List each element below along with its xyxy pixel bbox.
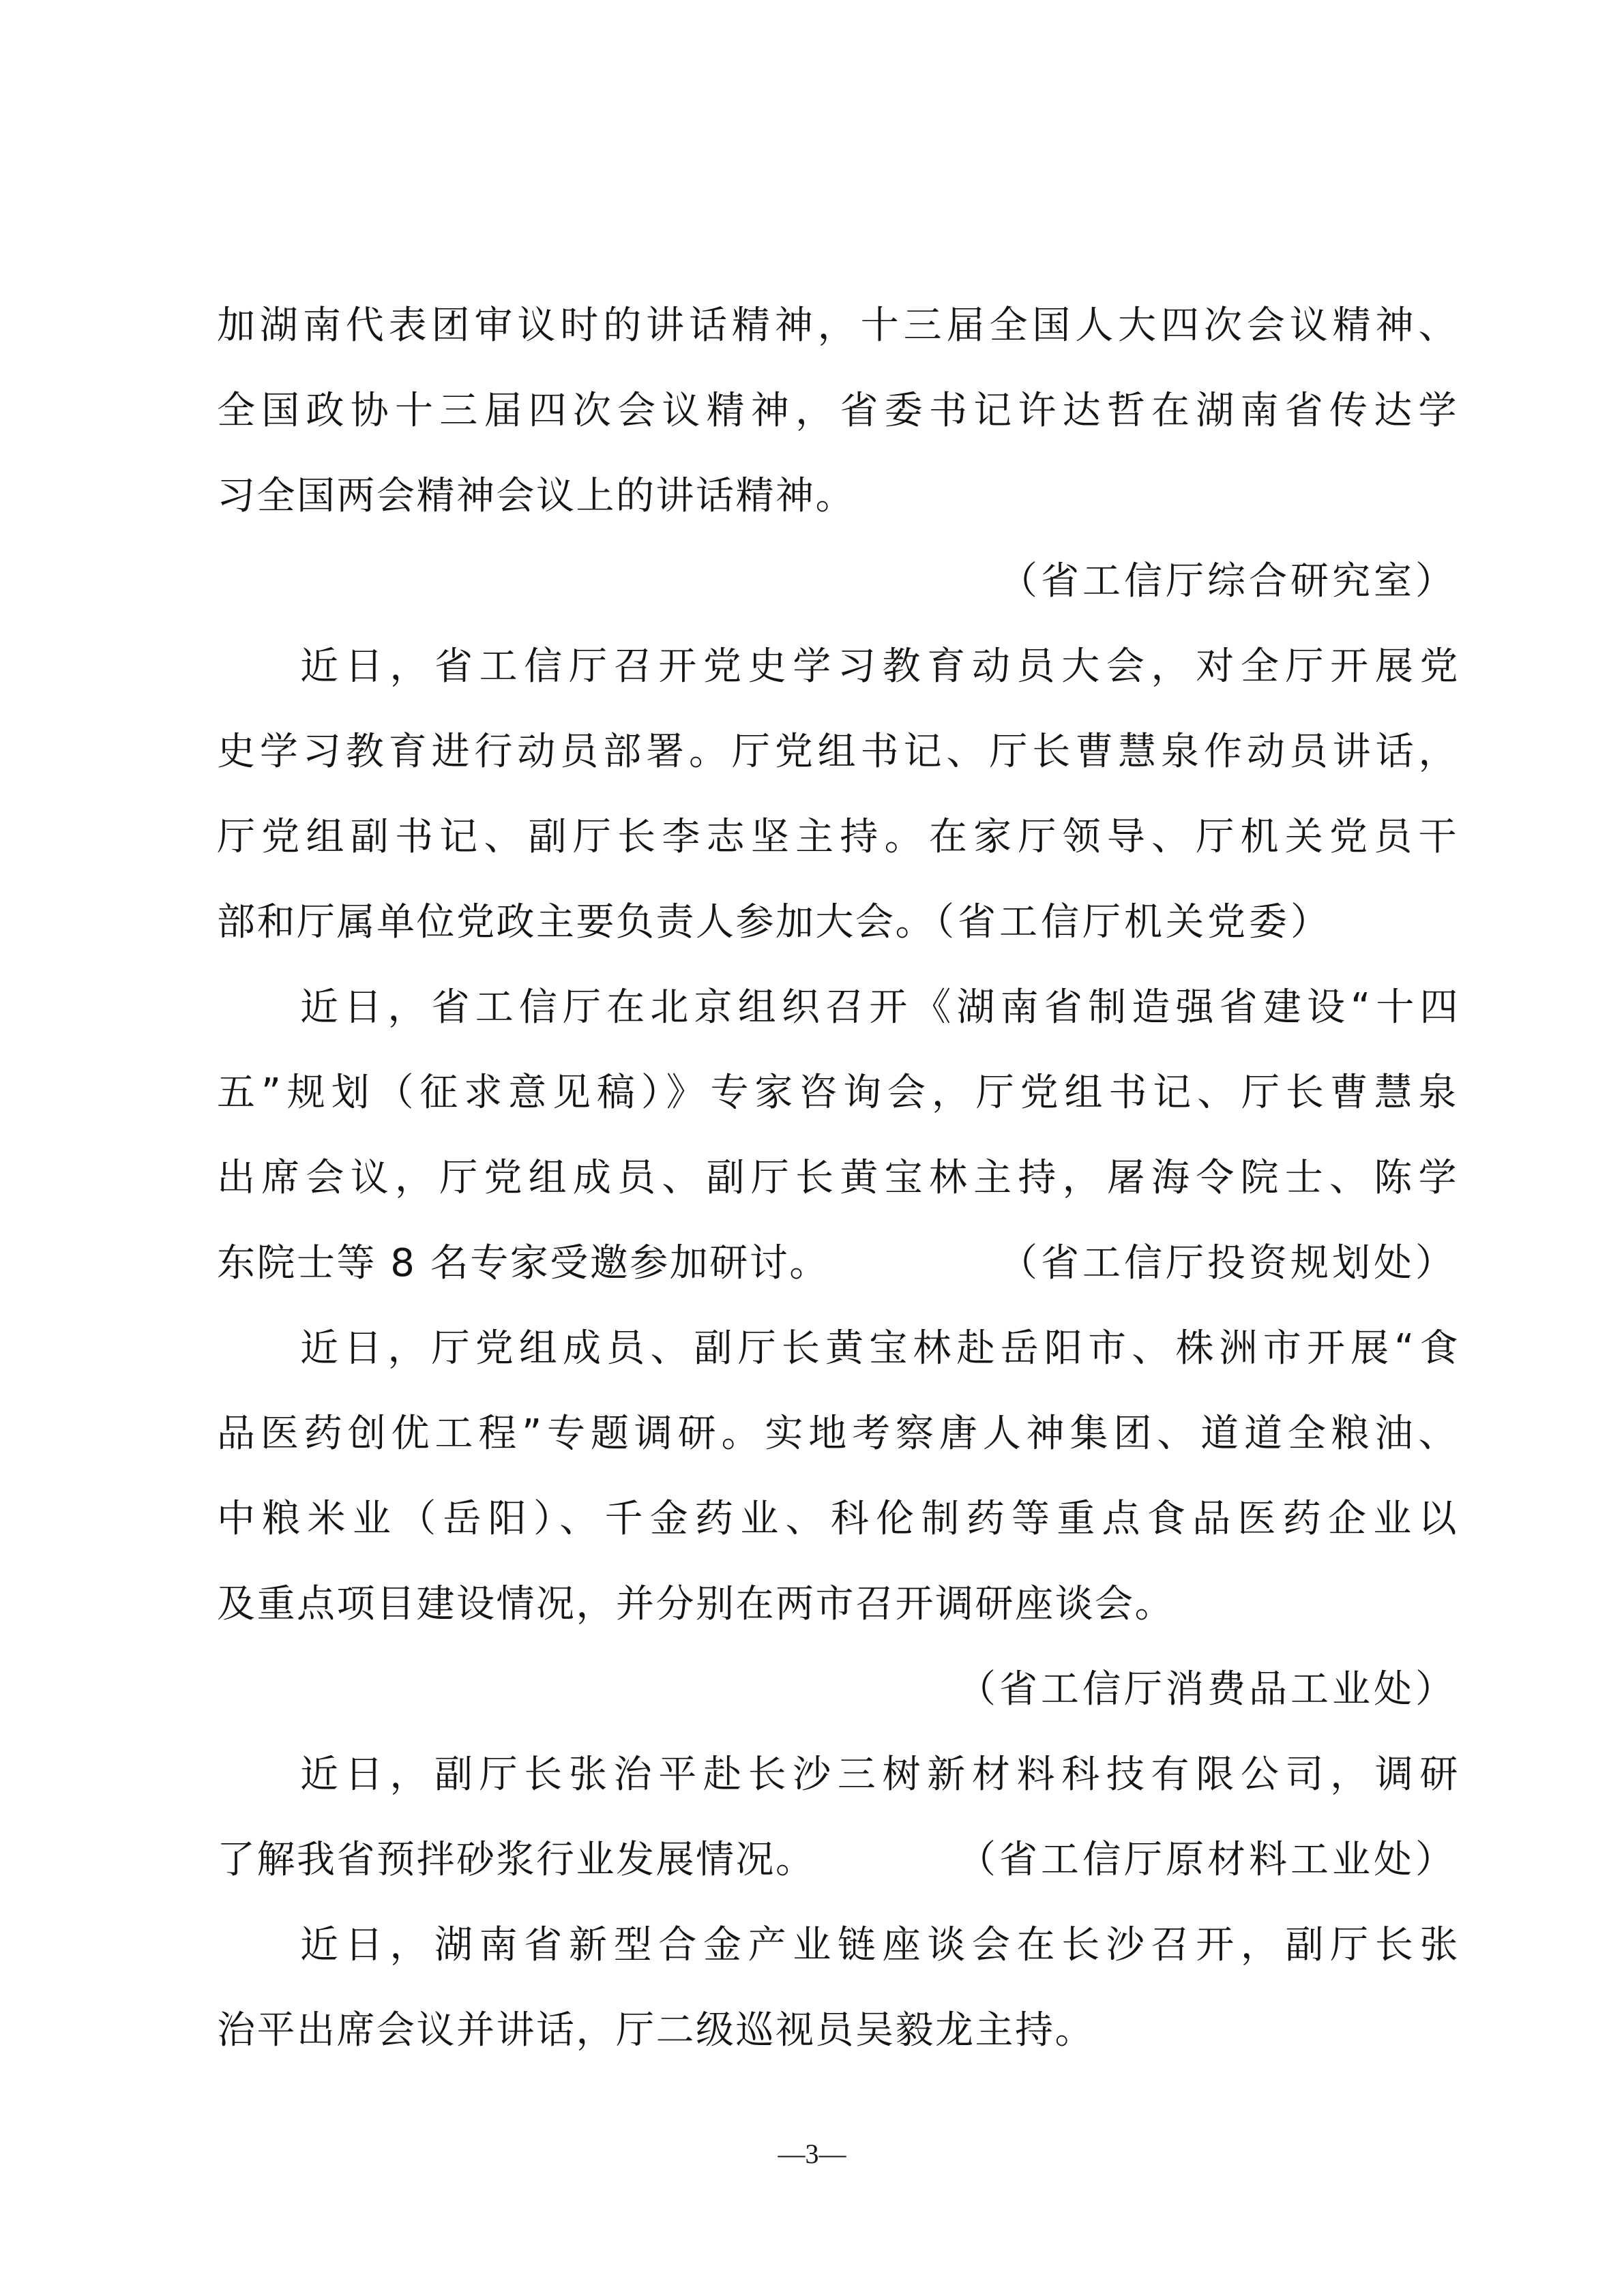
p3-line-3: 出席会议，厅党组成员、副厅长黄宝林主持，屠海令院士、陈学 [217,1156,1458,1200]
p5-attribution: （省工信厅原材料工业处） [958,1838,1457,1882]
p5-line-1: 近日，副厅长张治平赴长沙三树新材料科技有限公司，调研 [300,1753,1460,1797]
p1-line-2: 全国政协十三届四次会议精神，省委书记许达哲在湖南省传达学 [217,389,1458,433]
p6-line-1: 近日，湖南省新型合金产业链座谈会在长沙召开，副厅长张 [300,1923,1460,1967]
p2-line-4 [217,900,1458,944]
p1-line-3: 习全国两会精神会议上的讲话精神。 [217,474,855,518]
p6-line-2: 治平出席会议并讲话，厅二级巡视员吴毅龙主持。 [217,2008,1095,2053]
p2-line-2: 史学习教育进行动员部署。厅党组书记、厅长曹慧泉作动员讲话， [217,730,1458,774]
p1-line-1: 加湖南代表团审议时的讲话精神，十三届全国人大四次会议精神、 [217,303,1458,348]
p4-attribution: （省工信厅消费品工业处） [958,1667,1457,1712]
p4-line-2: 品医药创优工程”专题调研。实地考察唐人神集团、道道全粮油、 [217,1412,1458,1456]
p2-line-1: 近日，省工信厅召开党史学习教育动员大会，对全厅开展党 [300,644,1460,689]
page-number: —3— [778,2138,846,2169]
p2-line-4-text: 部和厅属单位党政主要负责人参加大会。 [217,900,935,944]
p4-line-3: 中粮米业（岳阳）、千金药业、科伦制药等重点食品医药企业以 [217,1497,1458,1541]
p3-line-2: 五”规划（征求意见稿）》专家咨询会，厅党组书记、厅长曹慧泉 [217,1071,1458,1115]
p5-line-2: 了解我省预拌砂浆行业发展情况。 [217,1838,816,1882]
p4-line-4: 及重点项目建设情况，并分别在两市召开调研座谈会。 [217,1582,1175,1626]
p3-attribution: （省工信厅投资规划处） [999,1241,1457,1285]
p3-line-1: 近日，省工信厅在北京组织召开《湖南省制造强省建设“十四 [300,985,1460,1030]
p2-line-3: 厅党组副书记、副厅长李志坚主持。在家厅领导、厅机关党员干 [217,815,1458,859]
p2-attribution: （省工信厅机关党委） [935,900,1332,944]
p1-attribution: （省工信厅综合研究室） [999,559,1457,603]
p4-line-1: 近日，厅党组成员、副厅长黄宝林赴岳阳市、株洲市开展“食 [300,1326,1460,1371]
p3-line-4: 东院士等 8 名专家受邀参加研讨。 [217,1241,829,1285]
